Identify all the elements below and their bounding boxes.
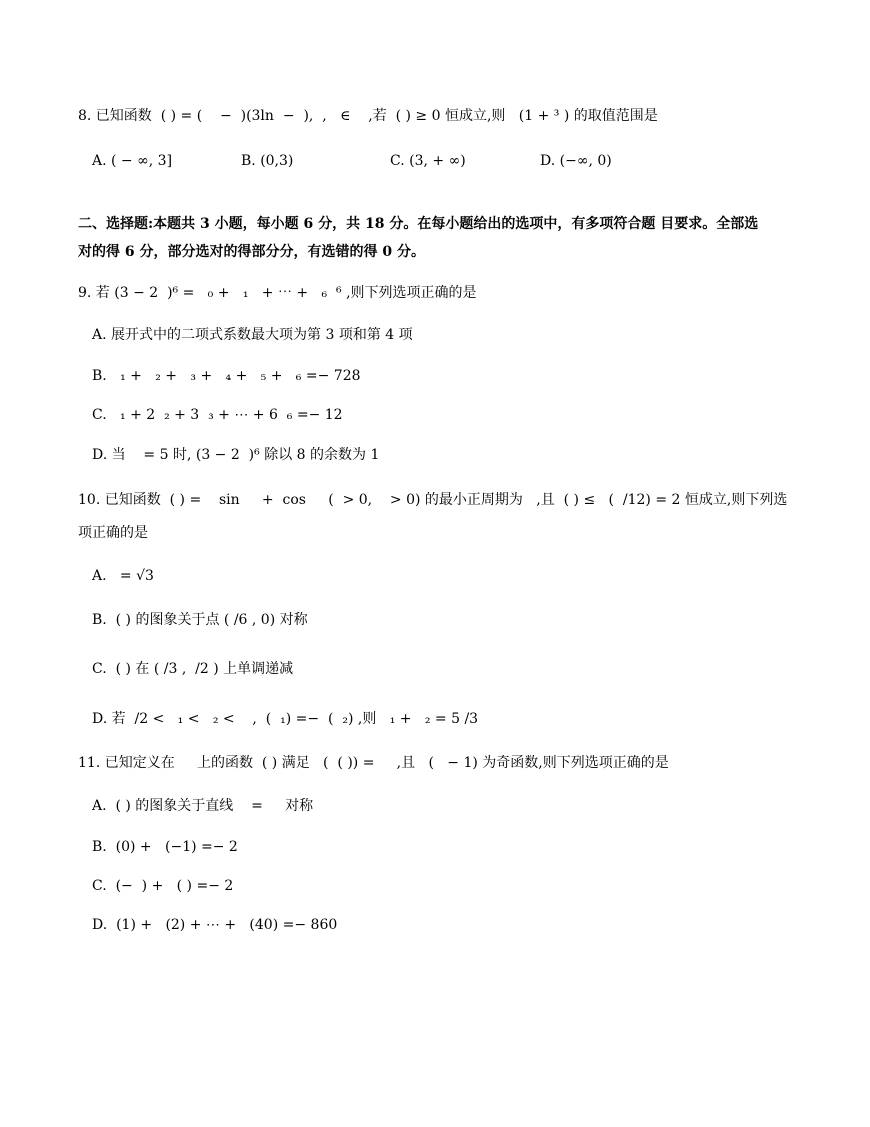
- question-11-option-a: A. ( ) 的图象关于直线 = 对称: [92, 798, 314, 814]
- question-8-option-d: D. (−∞, 0): [540, 153, 612, 169]
- question-11-stem: 11. 已知定义在 上的函数 ( ) 满足 ( ( )) = ,且 ( − 1) 为奇函数,则下列选项正确的是: [78, 755, 669, 771]
- question-9-option-c: C. ₁ + 2 ₂ + 3 ₃ + ⋯ + 6 ₆ =− 12: [92, 407, 343, 423]
- section-2-line-1: 二、选择题:本题共 3 小题，每小题 6 分，共 18 分。在每小题给出的选项中，有多项符合题 目要求。全部选: [78, 216, 759, 232]
- question-11-option-d: D. (1) + (2) + ⋯ + (40) =− 860: [92, 917, 338, 933]
- question-9-option-b: B. ₁ + ₂ + ₃ + ₄ + ₅ + ₆ =− 728: [92, 368, 361, 384]
- question-11-option-b: B. (0) + (−1) =− 2: [92, 839, 238, 855]
- question-8-option-b: B. (0,3): [241, 153, 294, 169]
- question-8-option-a: A. ( − ∞, 3]: [92, 153, 173, 169]
- question-10-option-c: C. ( ) 在 ( /3 , /2 ) 上单调递减: [92, 661, 294, 677]
- question-10-stem-line-2: 项正确的是: [78, 525, 148, 541]
- question-9-option-d: D. 当 = 5 时, (3 − 2 )⁶ 除以 8 的余数为 1: [92, 447, 380, 463]
- question-10-option-b: B. ( ) 的图象关于点 ( /6 , 0) 对称: [92, 612, 308, 628]
- question-9-option-a: A. 展开式中的二项式系数最大项为第 3 项和第 4 项: [92, 327, 413, 343]
- question-11-option-c: C. (− ) + ( ) =− 2: [92, 878, 234, 894]
- question-8-stem: 8. 已知函数 ( ) = ( − )(3ln − ), , ∈ ,若 ( ) ≥ 0 恒成立,则 (1 + ³ ) 的取值范围是: [78, 108, 658, 124]
- section-2-line-2: 对的得 6 分，部分选对的得部分分，有选错的得 0 分。: [78, 244, 425, 260]
- question-10-stem-line-1: 10. 已知函数 ( ) = sin + cos ( > 0, > 0) 的最小正周期为 ,且 ( ) ≤ ( /12) = 2 恒成立,则下列选: [78, 492, 788, 508]
- question-10-option-a: A. = √3: [92, 568, 154, 584]
- question-10-option-d: D. 若 /2 < ₁ < ₂ < , ( ₁) =− ( ₂) ,则 ₁ + ₂ = 5 /3: [92, 711, 479, 727]
- question-9-stem: 9. 若 (3 − 2 )⁶ = ₀ + ₁ + ⋯ + ₆ ⁶ ,则下列选项正确的是: [78, 285, 477, 301]
- question-8-option-c: C. (3, + ∞): [390, 153, 466, 169]
